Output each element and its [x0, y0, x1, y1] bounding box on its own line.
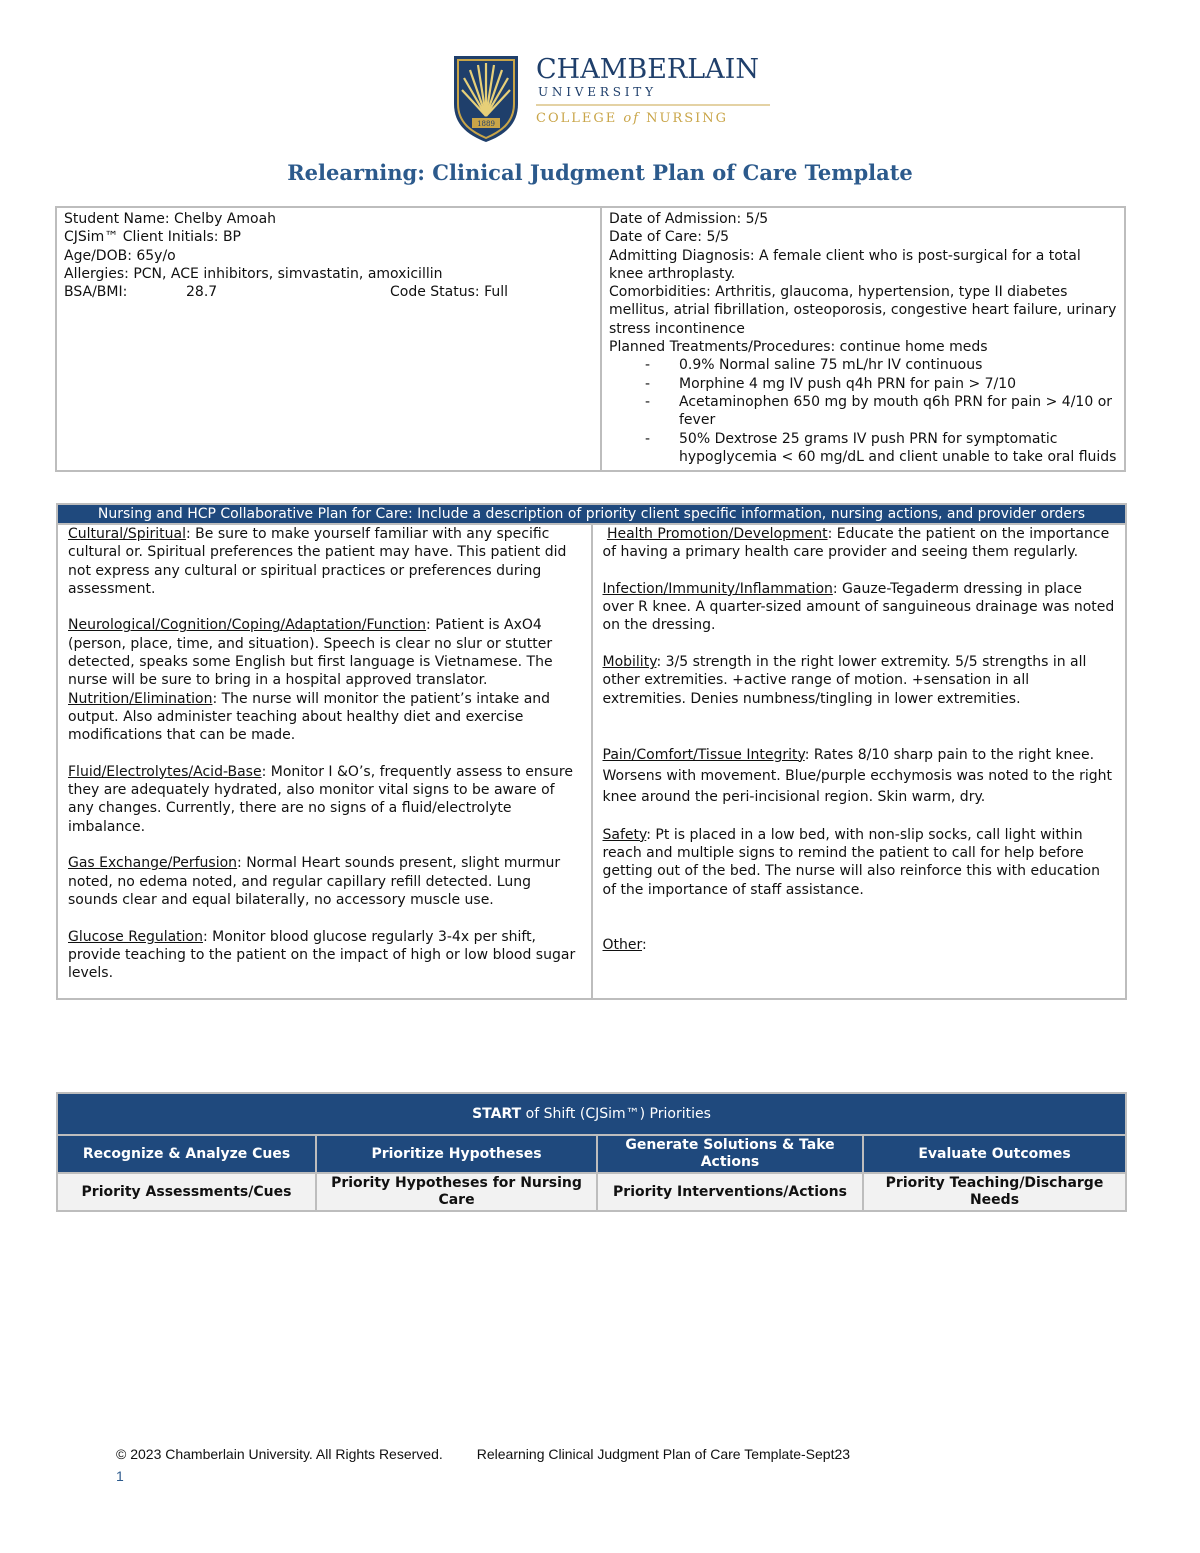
allergies: Allergies: PCN, ACE inhibitors, simvastatin, amoxicillin	[64, 265, 443, 282]
plan-left-column	[57, 524, 592, 999]
pain-section	[603, 745, 1118, 808]
shift-header-rest: of Shift (CJSim™) Priorities	[521, 1106, 711, 1122]
student-name: Student Name: Chelby Amoah	[64, 211, 277, 227]
logo-graphic	[452, 52, 772, 144]
bsa-label: BSA/BMI:	[64, 284, 128, 301]
fluid-section	[68, 763, 583, 836]
age-dob: Age/DOB: 65y/o	[64, 247, 176, 264]
infection-section	[603, 580, 1118, 635]
pain-label: Pain/Comfort/Tissue Integrity	[602, 746, 805, 763]
column-header: Prioritize Hypotheses	[316, 1135, 597, 1173]
date-of-care: Date of Care: 5/5	[609, 229, 729, 246]
safety-label: Safety	[602, 826, 647, 843]
neuro-label: Neurological/Cognition/Coping/Adaptation/Function	[68, 617, 427, 634]
other-text: :	[642, 936, 647, 953]
health-promotion-section	[603, 525, 1118, 562]
footer	[116, 1446, 850, 1462]
table-cell: Priority Interventions/Actions	[597, 1173, 863, 1211]
nutrition-text: : The nurse will monitor the patient’s intake and output. Also administer teaching about healthy diet and exercise modifications that can be made.	[68, 690, 551, 744]
column-header: Generate Solutions & Take Actions	[597, 1135, 863, 1173]
safety-section	[603, 826, 1118, 899]
neuro-section	[68, 616, 583, 689]
health-promotion-label: Health Promotion/Development	[606, 526, 828, 542]
table-cell: Priority Teaching/Discharge Needs	[863, 1173, 1126, 1211]
logo-name-line1: CHAMBERLAIN	[536, 54, 759, 85]
bsa-row	[64, 283, 594, 301]
code-status: Code Status: Full	[390, 284, 509, 301]
cultural-section	[68, 525, 583, 598]
table-cell: Priority Assessments/Cues	[57, 1173, 316, 1211]
mobility-label: Mobility	[602, 654, 657, 671]
column-header: Evaluate Outcomes	[863, 1135, 1126, 1173]
logo-name-line3: COLLEGE of NURSING	[536, 111, 729, 126]
admitting-diagnosis: Admitting Diagnosis: A female client who is post-surgical for a total knee arthroplasty.	[609, 247, 1081, 282]
glucose-section	[68, 928, 583, 983]
other-label: Other	[602, 936, 643, 953]
cultural-text: : Be sure to make yourself familiar with any specific cultural or. Spiritual preferences the patient may have. This patient did not express any cultural or spiritual practices or preferences during assessment.	[68, 526, 567, 597]
neuro-text: : Patient is AxO4 (person, place, time, and situation). Speech is clear no slur or stutter detected, speaks some English but first language is Vietnamese. The nurse will be sure to bring in a hospital approved translator.	[68, 617, 553, 689]
logo-name-line2: U N I V E R S I T Y	[538, 85, 654, 99]
other-section	[603, 936, 1118, 954]
shift-header-bold: START	[472, 1106, 522, 1122]
list-item: - Acetaminophen 650 mg by mouth q6h PRN for pain > 4/10 or fever	[609, 393, 1118, 430]
client-info-right	[601, 207, 1125, 471]
gas-exchange-text: : Normal Heart sounds present, slight murmur noted, no edema noted, and regular capillary refill detected. Lung sounds clear and equal bilaterally, no accessory muscle use.	[68, 855, 561, 908]
start-of-shift-table	[56, 1092, 1127, 1212]
mobility-text: : 3/5 strength in the right lower extremity. 5/5 strengths in all other extremities. +active range of motion. +sensation in all extremities. Denies numbness/tingling in lower extremities.	[602, 654, 1087, 707]
gas-exchange-section	[68, 854, 583, 909]
infection-text: : Gauze-Tegaderm dressing in place over R knee. A quarter-sized amount of sanguineous drainage was noted on the dressing.	[602, 580, 1115, 634]
client-info-table	[55, 206, 1126, 472]
plan-header: Nursing and HCP Collaborative Plan for Care: Include a description of priority client specific information, nursing actions, and provider orders	[57, 504, 1126, 524]
date-of-admission: Date of Admission: 5/5	[609, 211, 769, 227]
client-info-left	[56, 207, 601, 471]
gas-exchange-label: Gas Exchange/Perfusion	[68, 855, 238, 872]
glucose-text: : Monitor blood glucose regularly 3-4x per shift, provide teaching to the patient on the impact of high or low blood sugar levels.	[68, 928, 576, 982]
plan-right-column	[592, 524, 1127, 999]
fluid-text: : Monitor I &O’s, frequently assess to ensure they are adequately hydrated, also monitor vital signs to be aware of any changes. Currently, there are no signs of a fluid/electrolyte imbalance.	[68, 763, 573, 835]
planned-treatments: Planned Treatments/Procedures: continue home meds	[609, 339, 988, 356]
chamberlain-logo	[452, 52, 772, 144]
glucose-label: Glucose Regulation	[68, 928, 203, 945]
nutrition-section	[68, 690, 583, 745]
client-initials: CJSim™ Client Initials: BP	[64, 229, 241, 246]
page-title: Relearning: Clinical Judgment Plan of Care Template	[287, 160, 913, 185]
pain-text: : Rates 8/10 sharp pain to the right knee. Worsens with movement. Blue/purple ecchymosis was noted to the right knee around the peri-incisional region. Skin warm, dry.	[602, 746, 1112, 805]
health-promotion-text: : Educate the patient on the importance of having a primary health care provider and seeing them regularly.	[602, 526, 1110, 561]
comorbidities: Comorbidities: Arthritis, glaucoma, hypertension, type II diabetes mellitus, atrial fibrillation, osteoporosis, congestive heart failure, urinary stress incontinence	[609, 284, 1117, 337]
shield-year: 1889	[477, 120, 495, 128]
bsa-value: 28.7	[186, 284, 218, 301]
plan-of-care-table	[56, 503, 1127, 1000]
mobility-section	[603, 653, 1118, 708]
table-cell: Priority Hypotheses for Nursing Care	[316, 1173, 597, 1211]
list-item: - 0.9% Normal saline 75 mL/hr IV continuous	[609, 356, 1118, 374]
footer-doc-name: Relearning Clinical Judgment Plan of Care Template-Sept23	[476, 1446, 851, 1462]
footer-copyright: © 2023 Chamberlain University. All Rights Reserved.	[116, 1446, 443, 1462]
column-header: Recognize & Analyze Cues	[57, 1135, 316, 1173]
list-item: - 50% Dextrose 25 grams IV push PRN for symptomatic hypoglycemia < 60 mg/dL and client unable to take oral fluids	[609, 430, 1118, 467]
cultural-label: Cultural/Spiritual	[68, 526, 186, 542]
shift-header	[57, 1093, 1126, 1135]
infection-label: Infection/Immunity/Inflammation	[602, 580, 833, 597]
safety-text: : Pt is placed in a low bed, with non-slip socks, call light within reach and multiple signs to remind the patient to call for help before getting out of the bed. The nurse will also reinforce this with education of the importance of staff assistance.	[602, 826, 1100, 898]
page-number: 1	[116, 1468, 124, 1484]
treatments-list	[609, 356, 1118, 466]
fluid-label: Fluid/Electrolytes/Acid-Base	[68, 763, 262, 780]
list-item: - Morphine 4 mg IV push q4h PRN for pain > 7/10	[609, 375, 1118, 393]
nutrition-label: Nutrition/Elimination	[68, 690, 213, 707]
